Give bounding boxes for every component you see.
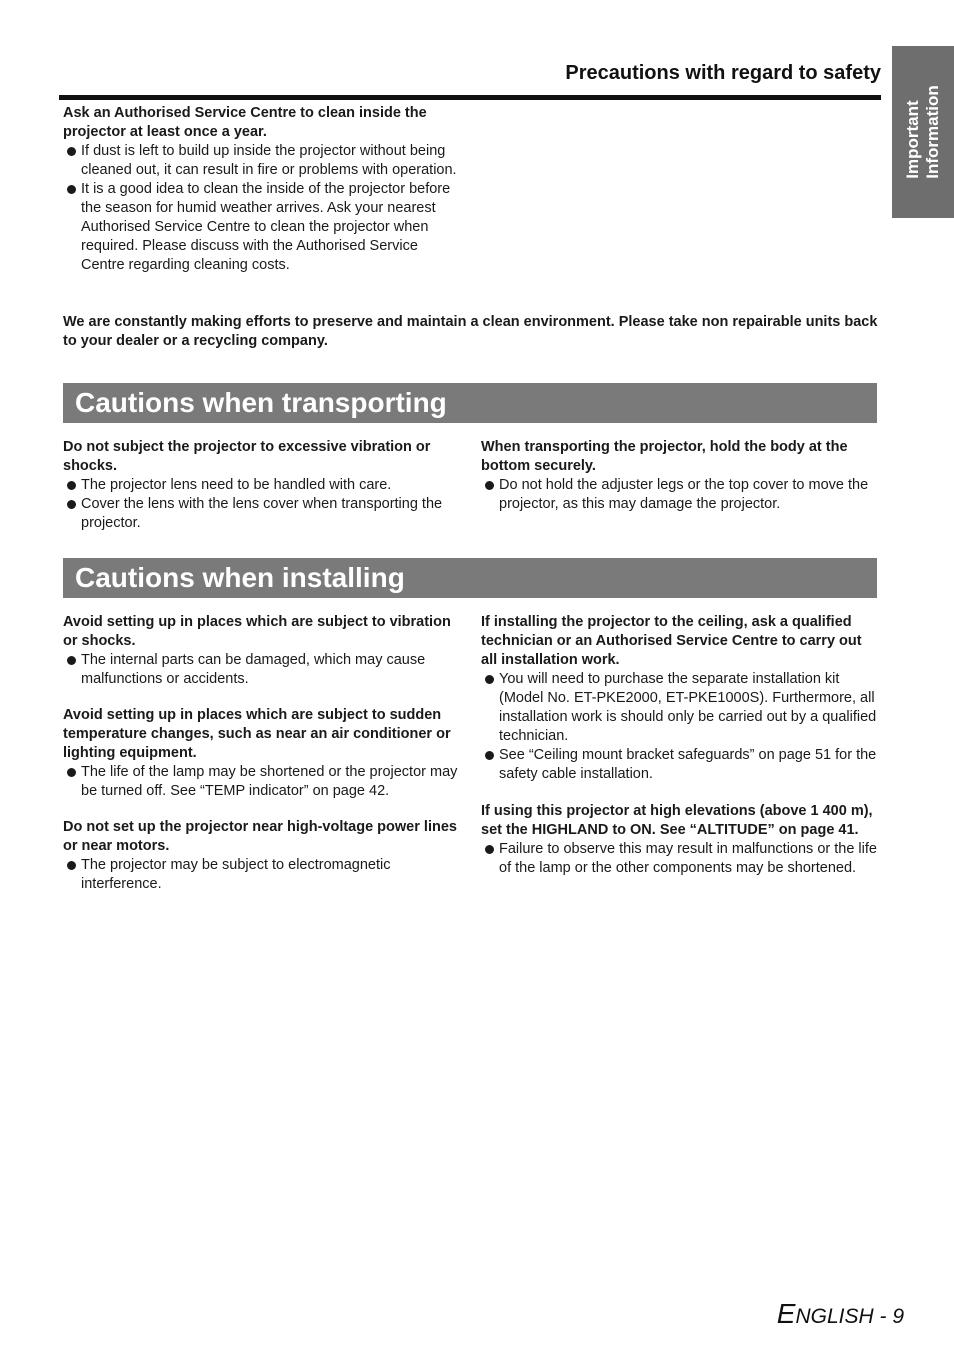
environment-notice: We are constantly making efforts to preserve and maintain a clean environment. Please take non repairable units back to your dealer or a recycling company. bbox=[63, 314, 878, 349]
block-title: If using this projector at high elevations (above 1 400 m), set the HIGHLAND to ON. See “ALTITUDE” on page 41. bbox=[481, 803, 873, 838]
bullet-list bbox=[481, 476, 879, 514]
bullet-item: The projector lens need to be handled with care. bbox=[63, 476, 463, 495]
bullet-item: It is a good idea to clean the inside of the projector before the season for humid weather arrives. Ask your nearest Authorised Service Centre to clean the projector when required. Please discuss with the Authorised Service Centre regarding cleaning costs. bbox=[63, 180, 463, 275]
header-rule bbox=[59, 95, 881, 100]
side-tab-line-2: Information bbox=[923, 85, 942, 179]
install-left-block-1 bbox=[63, 613, 463, 689]
side-tab bbox=[892, 46, 954, 218]
bullet-item: Cover the lens with the lens cover when transporting the projector. bbox=[63, 495, 463, 533]
bullet-list bbox=[481, 840, 879, 878]
transport-left-block bbox=[63, 438, 463, 533]
install-right-block-2 bbox=[481, 802, 879, 878]
footer-page-label: NGLISH - 9 bbox=[795, 1305, 904, 1328]
transport-right-block bbox=[481, 438, 879, 514]
bullet-list bbox=[63, 856, 463, 894]
bullet-item: The life of the lamp may be shortened or the projector may be turned off. See “TEMP indicator” on page 42. bbox=[63, 763, 463, 801]
block-title: If installing the projector to the ceiling, ask a qualified technician or an Authorised Service Centre to carry out all installation work. bbox=[481, 614, 862, 668]
bullet-item: If dust is left to build up inside the projector without being cleaned out, it can result in fire or problems with operation. bbox=[63, 142, 463, 180]
bullet-list bbox=[481, 670, 879, 784]
bullet-item: You will need to purchase the separate installation kit (Model No. ET-PKE2000, ET-PKE1000S). Furthermore, all installation work is should only be carried out by a qualified technician. bbox=[481, 670, 879, 746]
section-heading-installing: Cautions when installing bbox=[63, 558, 877, 598]
section-header-title: Precautions with regard to safety bbox=[565, 62, 881, 84]
bullet-list bbox=[63, 651, 463, 689]
cleaning-bullets bbox=[63, 142, 463, 275]
side-tab-line-1: Important bbox=[903, 100, 922, 179]
block-title: Do not set up the projector near high-voltage power lines or near motors. bbox=[63, 819, 457, 854]
bullet-item: The internal parts can be damaged, which may cause malfunctions or accidents. bbox=[63, 651, 463, 689]
bullet-item: Do not hold the adjuster legs or the top cover to move the projector, as this may damage the projector. bbox=[481, 476, 879, 514]
block-title: Avoid setting up in places which are subject to sudden temperature changes, such as near an air conditioner or lighting equipment. bbox=[63, 707, 451, 761]
page-footer bbox=[777, 1298, 904, 1330]
block-title: Avoid setting up in places which are subject to vibration or shocks. bbox=[63, 614, 451, 649]
bullet-list bbox=[63, 763, 463, 801]
install-right-block-1 bbox=[481, 613, 879, 784]
bullet-item: See “Ceiling mount bracket safeguards” on page 51 for the safety cable installation. bbox=[481, 746, 879, 784]
bullet-list bbox=[63, 476, 463, 533]
cleaning-block bbox=[63, 104, 463, 275]
install-left-block-3 bbox=[63, 818, 463, 894]
side-tab-label bbox=[903, 85, 943, 179]
bullet-item: The projector may be subject to electromagnetic interference. bbox=[63, 856, 463, 894]
section-heading-transporting: Cautions when transporting bbox=[63, 383, 877, 423]
cleaning-title: Ask an Authorised Service Centre to clean inside the projector at least once a year. bbox=[63, 105, 427, 140]
footer-initial: E bbox=[776, 1298, 796, 1329]
install-left-block-2 bbox=[63, 706, 463, 801]
block-title: When transporting the projector, hold the body at the bottom securely. bbox=[481, 439, 848, 474]
block-title: Do not subject the projector to excessive vibration or shocks. bbox=[63, 439, 431, 474]
bullet-item: Failure to observe this may result in malfunctions or the life of the lamp or the other components may be shortened. bbox=[481, 840, 879, 878]
